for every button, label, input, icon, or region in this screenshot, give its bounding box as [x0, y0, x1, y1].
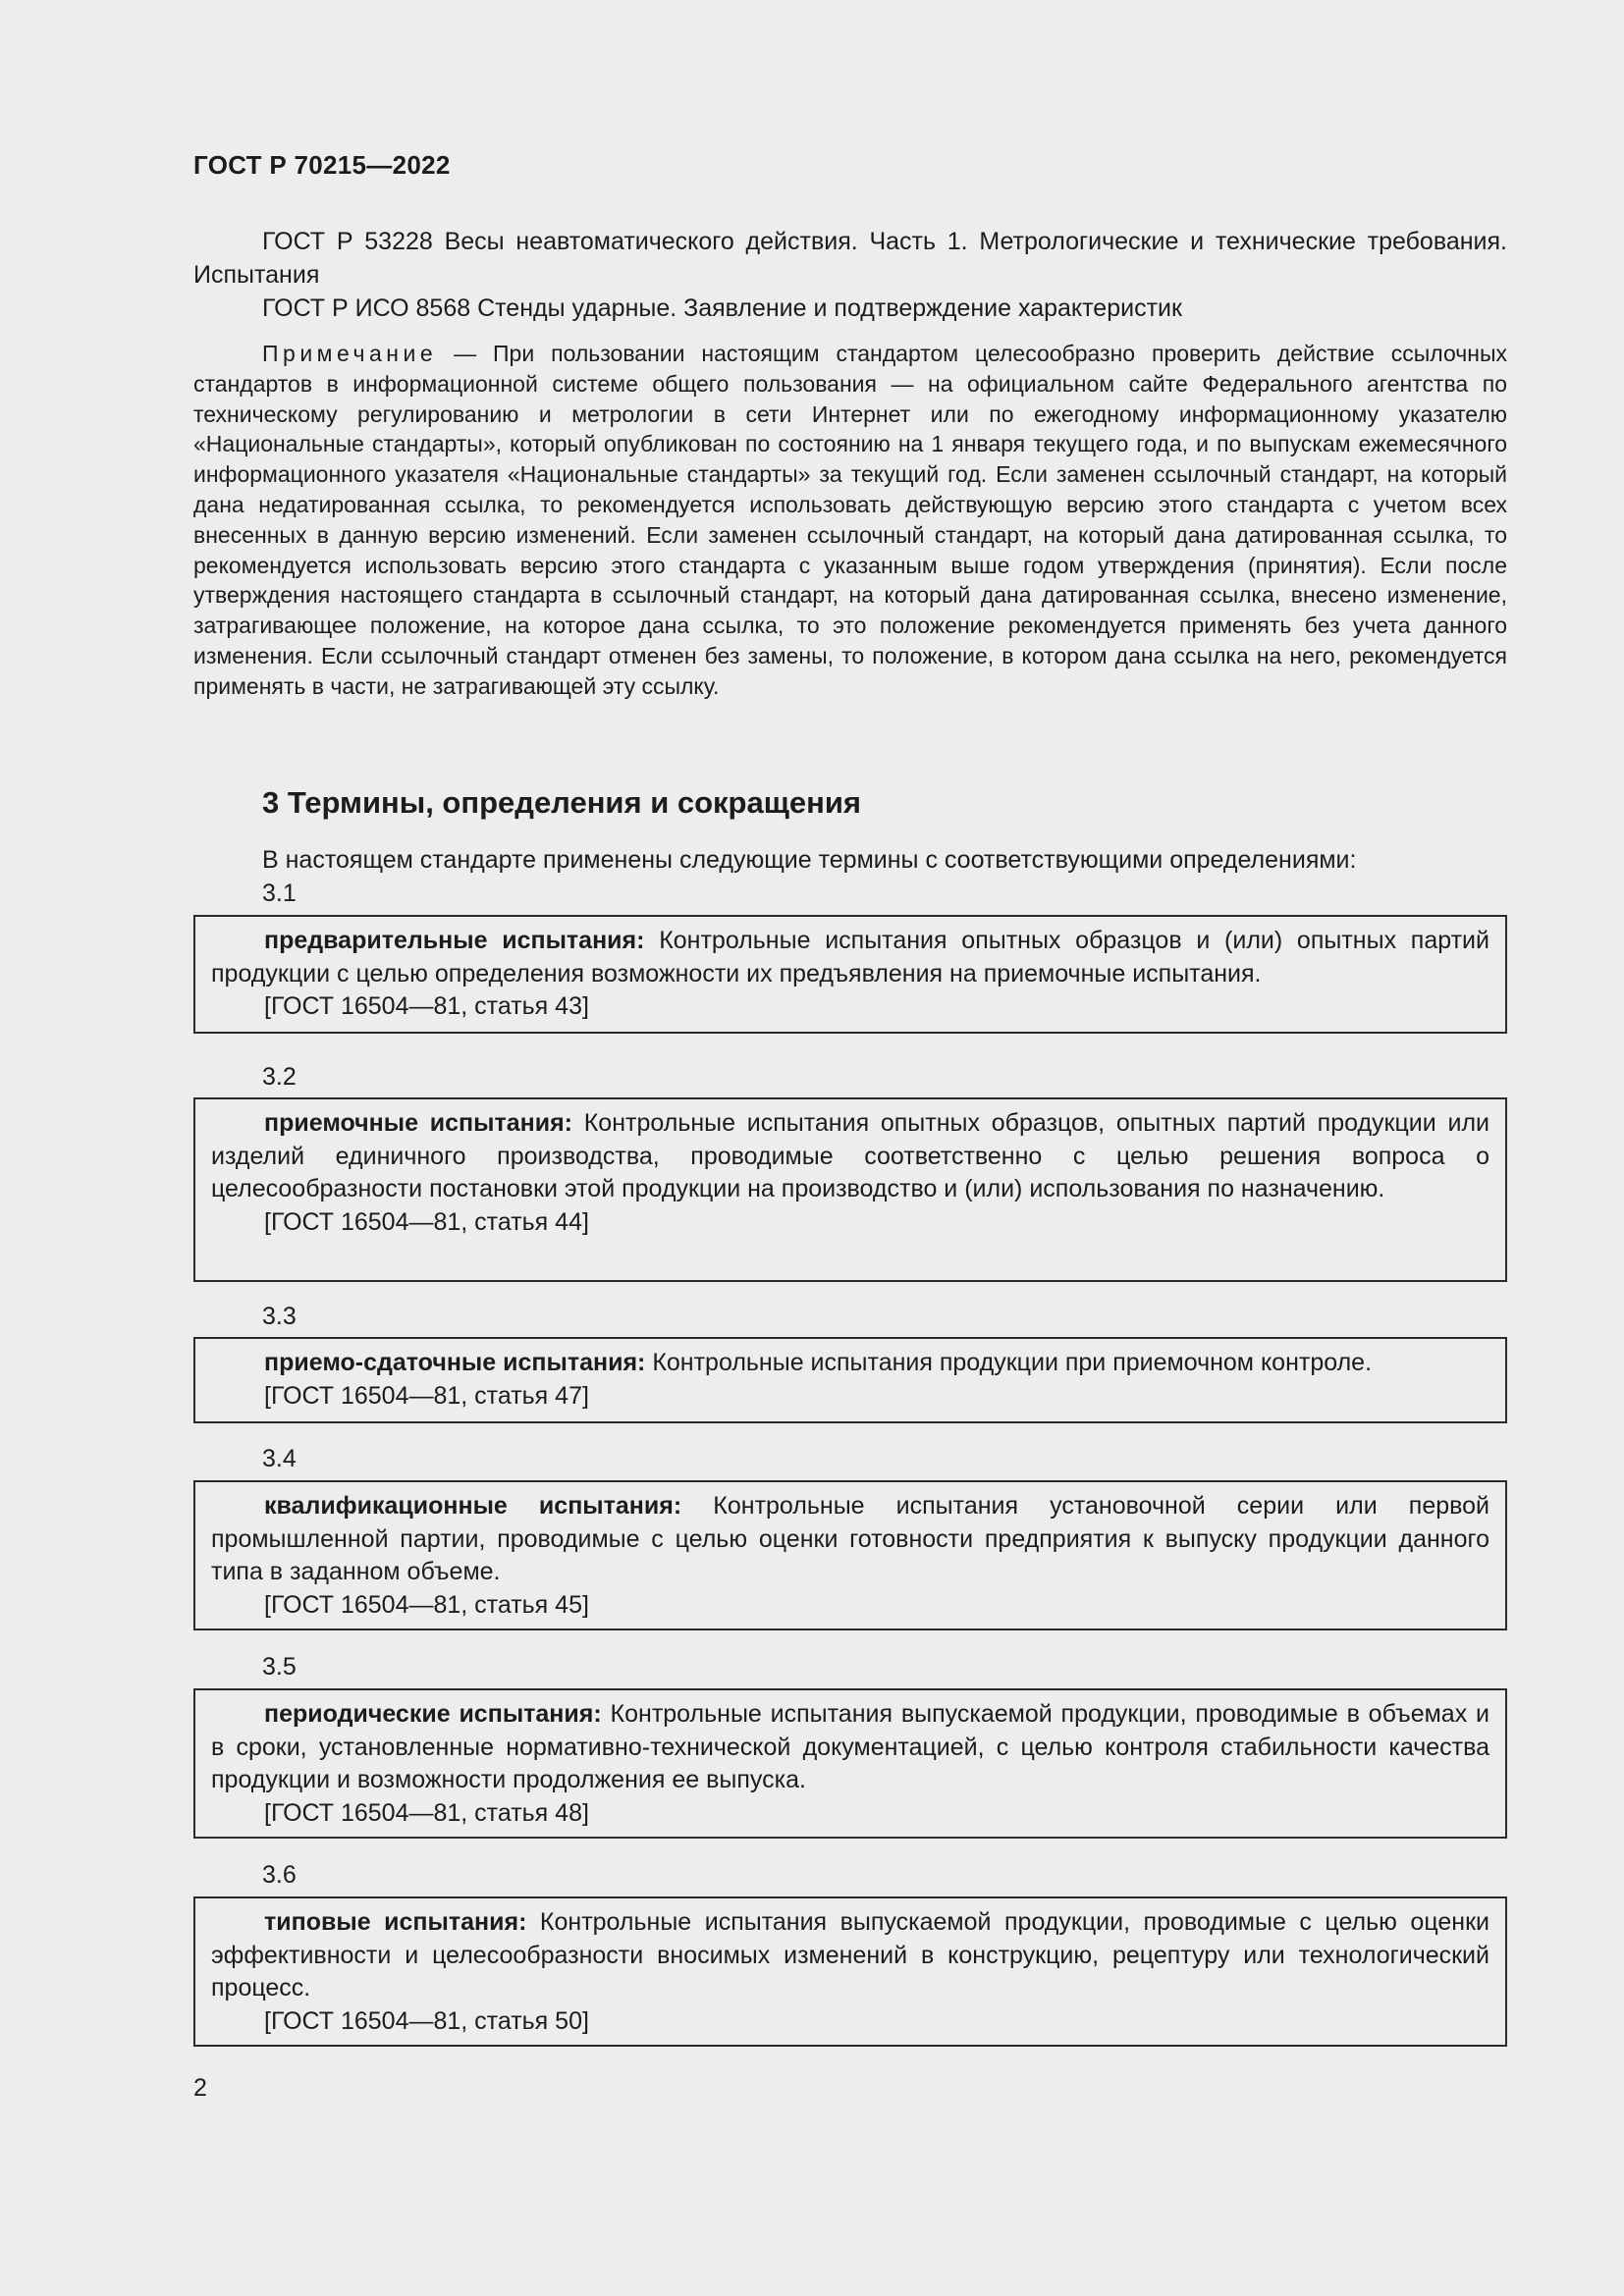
term-box: [193, 1896, 1507, 2047]
reference-item: ГОСТ Р ИСО 8568 Стенды ударные. Заявление и подтверждение характеристик: [262, 294, 1182, 322]
term-source: [ГОСТ 16504—81, статья 45]: [264, 1590, 589, 1619]
term-box: [193, 1688, 1507, 1839]
note-label: Примечание: [262, 341, 438, 366]
term-definition: [211, 1347, 1489, 1380]
note-text: — При пользовании настоящим стандартом целесообразно проверить действие ссылочных стандартов в информационной системе общего пользования — на официальном сайте Федерального агентства по техническому регулированию и метрологии в сети Интернет или по ежегодному информационному указателю «Национальные стандарты», который опубликован по состоянию на 1 января текущего года, и по выпускам ежемесячного информационного указателя «Национальные стандарты» за текущий год. Если заменен ссылочный стандарт, на который дана недатированная ссылка, то рекомендуется использовать действующую версию этого стандарта с учетом всех внесенных в данную версию изменений. Если заменен ссылочный стандарт, на который дана датированная ссылка, то рекомендуется использовать версию этого стандарта с указанным выше годом утверждения (принятия). Если после утверждения настоящего стандарта в ссылочный стандарт, на который дана датированная ссылка, внесено изменение, затрагивающее положение, на которое дана ссылка, то это положение рекомендуется применять без учета данного изменения. Если ссылочный стандарт отменен без замены, то положение, в котором дана ссылка на него, рекомендуется применять в части, не затрагивающей эту ссылку.: [193, 341, 1507, 699]
term-source: [ГОСТ 16504—81, статья 50]: [264, 2006, 589, 2035]
reference-item: ГОСТ Р 53228 Весы неавтоматического действия. Часть 1. Метрологические и технические требования. Испытания: [193, 228, 1507, 289]
term-definition: [211, 1698, 1489, 1797]
normative-references: [193, 225, 1507, 325]
term-text: Контрольные испытания выпускаемой продукции, проводимые с целью оценки эффективности и целесообразности вносимых изменений в конструкцию, рецептуру или технологический процесс.: [211, 1908, 1489, 2002]
note-paragraph: [193, 339, 1507, 702]
page-number: 2: [193, 2074, 207, 2102]
term-name: приемочные испытания:: [264, 1109, 572, 1137]
term-box: [193, 1337, 1507, 1423]
term-name: типовые испытания:: [264, 1908, 527, 1936]
term-name: предварительные испытания:: [264, 927, 645, 954]
term-source: [ГОСТ 16504—81, статья 47]: [264, 1381, 589, 1410]
term-number: 3.1: [262, 880, 297, 907]
section-title: 3 Термины, определения и сокращения: [262, 785, 861, 820]
term-text: Контрольные испытания опытных образцов и (или) опытных партий продукции с целью определения возможности их предъявления на приемочные испытания.: [211, 927, 1489, 988]
term-box: [193, 1480, 1507, 1630]
term-box: [193, 1097, 1507, 1282]
term-number: 3.4: [262, 1445, 297, 1472]
term-definition: [211, 1490, 1489, 1589]
term-name: приемо-сдаточные испытания:: [264, 1349, 646, 1376]
term-number: 3.2: [262, 1063, 297, 1091]
term-name: периодические испытания:: [264, 1700, 602, 1728]
term-text: Контрольные испытания установочной серии или первой промышленной партии, проводимые с целью оценки готовности предприятия к выпуску продукции данного типа в заданном объеме.: [211, 1492, 1489, 1585]
term-source: [ГОСТ 16504—81, статья 43]: [264, 992, 589, 1020]
term-definition: [211, 1107, 1489, 1206]
term-number: 3.5: [262, 1653, 297, 1681]
term-number: 3.3: [262, 1303, 297, 1330]
document-code: ГОСТ Р 70215—2022: [193, 150, 451, 180]
section-intro: В настоящем стандарте применены следующие термины с соответствующими определениями:: [262, 846, 1357, 874]
term-definition: [211, 1906, 1489, 2005]
term-box: [193, 915, 1507, 1034]
term-definition: [211, 925, 1489, 990]
term-text: Контрольные испытания опытных образцов, опытных партий продукции или изделий единичного производства, проводимые соответственно с целью решения вопроса о целесообразности постановки этой продукции на производство и (или) использования по назначению.: [211, 1109, 1489, 1202]
term-source: [ГОСТ 16504—81, статья 44]: [264, 1207, 589, 1236]
term-source: [ГОСТ 16504—81, статья 48]: [264, 1798, 589, 1827]
term-number: 3.6: [262, 1861, 297, 1889]
term-name: квалификационные испытания:: [264, 1492, 682, 1520]
term-text: Контрольные испытания продукции при приемочном контроле.: [645, 1349, 1373, 1376]
term-text: Контрольные испытания выпускаемой продукции, проводимые в объемах и в сроки, установленные нормативно-технической документацией, с целью контроля стабильности качества продукции и возможности продолжения ее выпуска.: [211, 1700, 1490, 1793]
